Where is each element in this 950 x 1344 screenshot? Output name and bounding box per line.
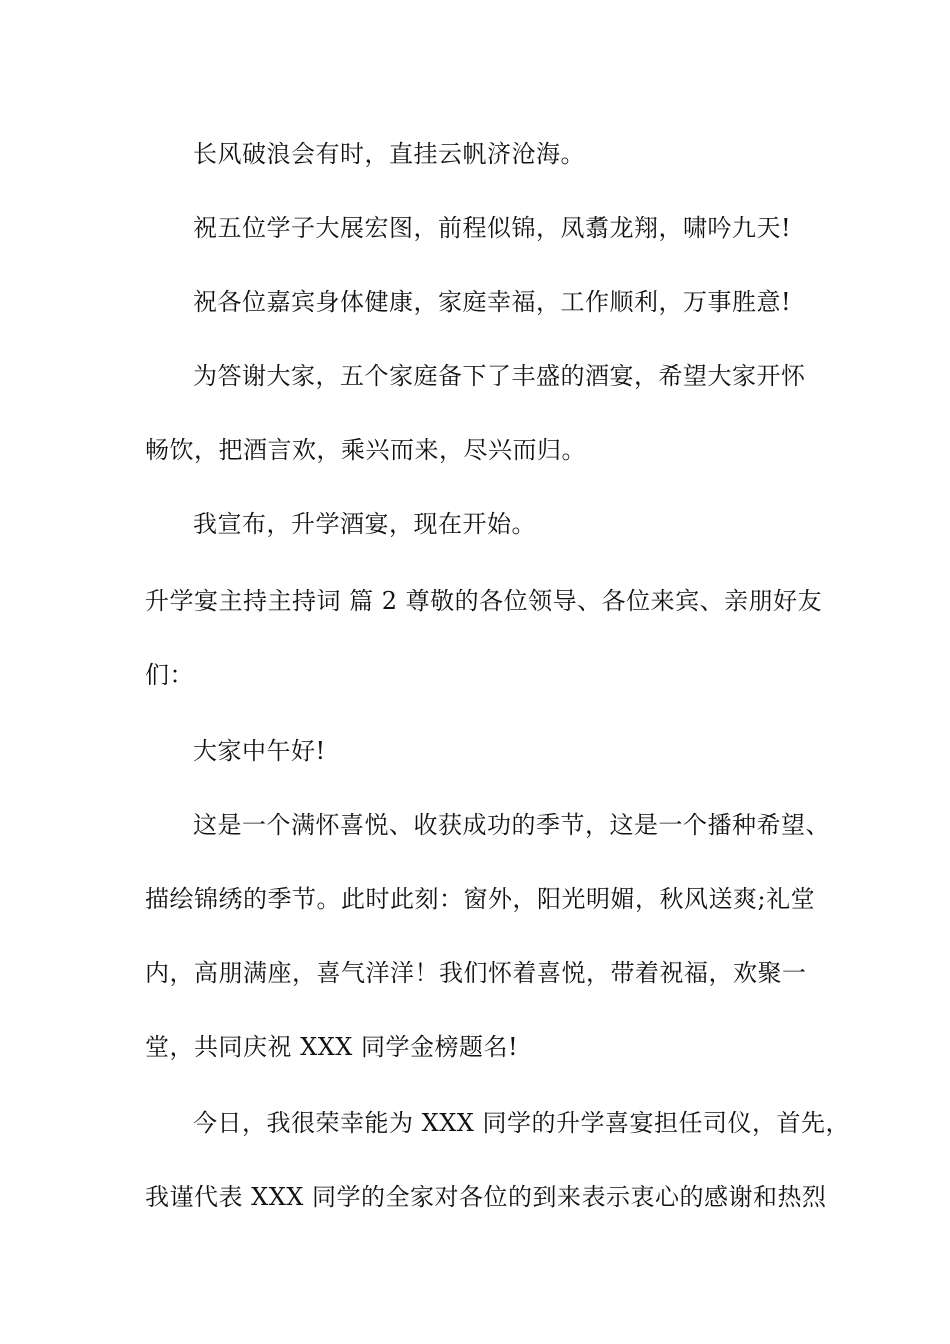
- text-line: 堂，共同庆祝 XXX 同学金榜题名!: [145, 1033, 519, 1061]
- text-line: 描绘锦绣的季节。此时此刻：窗外，阳光明媚，秋风送爽;礼堂: [145, 885, 816, 913]
- text-line: 们：: [145, 661, 194, 689]
- text-line: 内，高朋满座，喜气洋洋！我们怀着喜悦，带着祝福，欢聚一: [145, 959, 807, 987]
- text-line: 为答谢大家，五个家庭备下了丰盛的酒宴，希望大家开怀: [193, 362, 806, 390]
- text-line: 大家中午好!: [193, 737, 326, 765]
- text-line: 祝五位学子大展宏图，前程似锦，凤翥龙翔，啸吟九天!: [193, 214, 792, 242]
- text-line: 畅饮，把酒言欢，乘兴而来，尽兴而归。: [145, 436, 586, 464]
- text-line: 这是一个满怀喜悦、收获成功的季节，这是一个播种希望、: [193, 811, 830, 839]
- section-heading-line: 升学宴主持主持词 篇 2 尊敬的各位领导、各位来宾、亲朋好友: [145, 587, 823, 615]
- text-line: 我谨代表 XXX 同学的全家对各位的到来表示衷心的感谢和热烈: [145, 1183, 827, 1211]
- text-line: 我宣布，升学酒宴，现在开始。: [193, 510, 536, 538]
- text-line: 今日，我很荣幸能为 XXX 同学的升学喜宴担任司仪，首先，: [193, 1109, 851, 1137]
- text-line: 长风破浪会有时，直挂云帆济沧海。: [193, 140, 585, 168]
- text-line: 祝各位嘉宾身体健康，家庭幸福，工作顺利，万事胜意!: [193, 288, 792, 316]
